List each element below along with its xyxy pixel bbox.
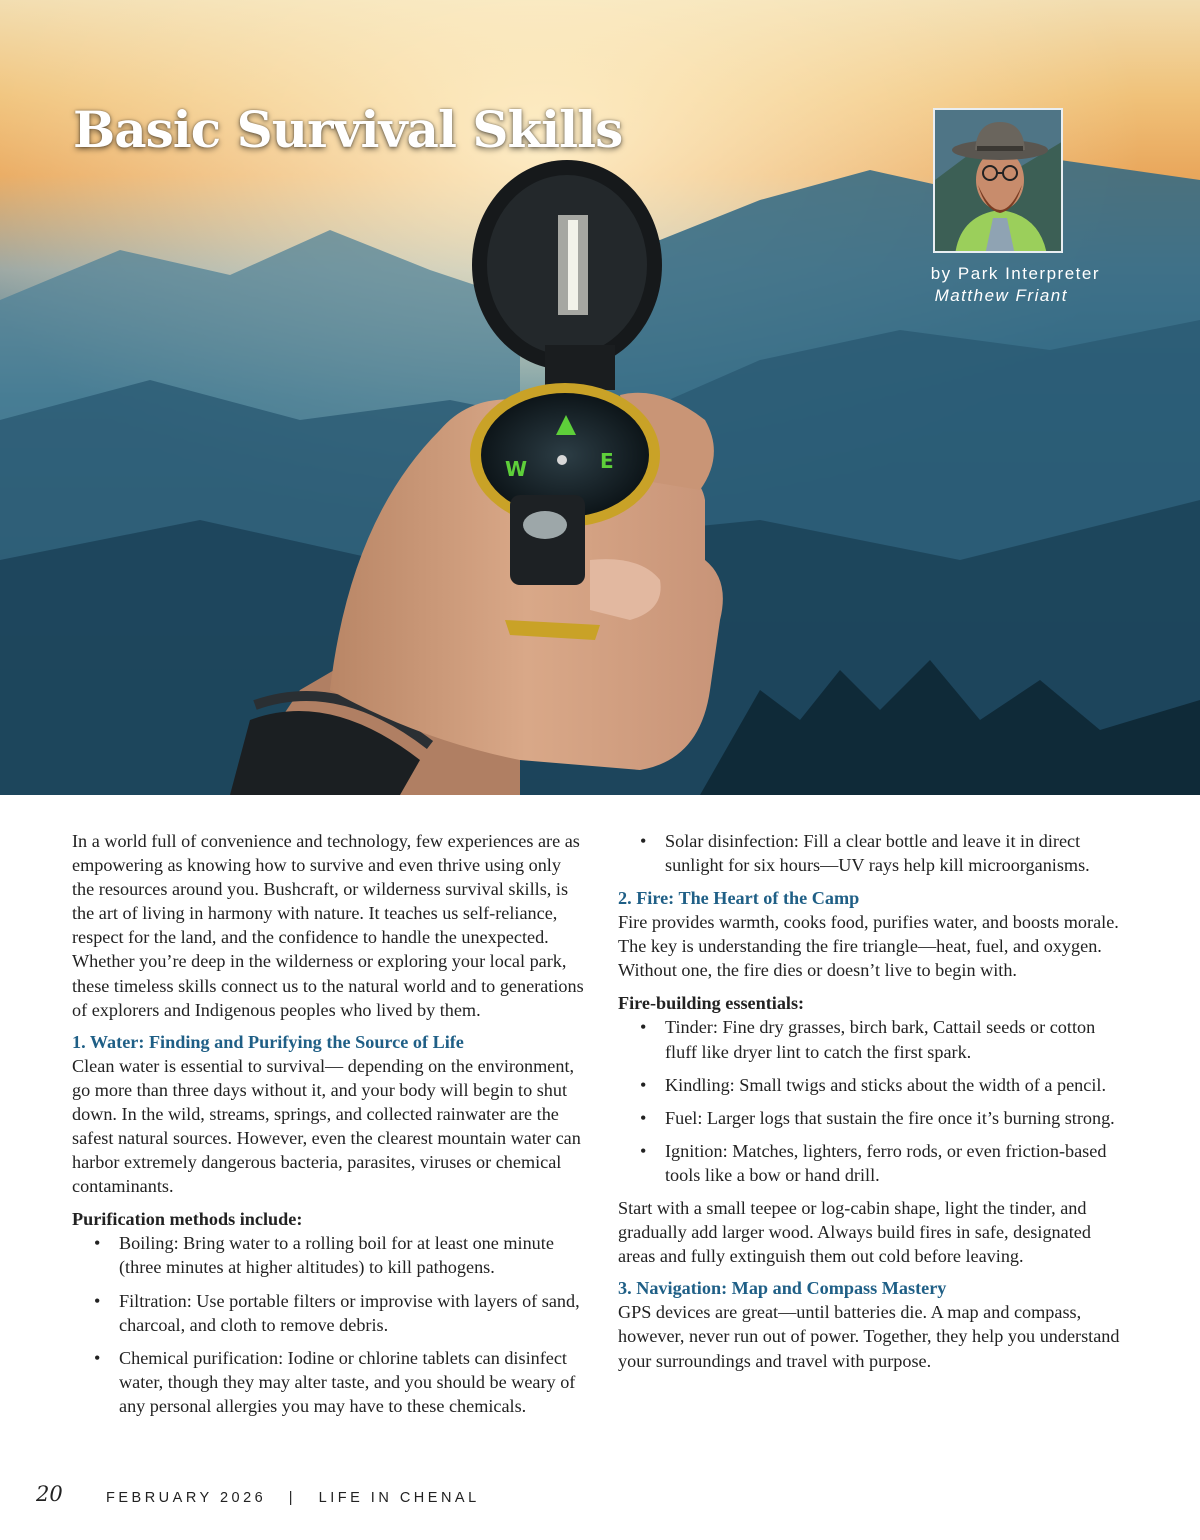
article-column-right: [618, 829, 1128, 1373]
article-title: Basic Survival Skills: [73, 100, 623, 159]
purification-list-continued: [618, 829, 1128, 877]
page-footer: [0, 1482, 1200, 1512]
list-item: • Tinder: Fine dry grasses, birch bark, Cattail seeds or cotton fluff like dryer lint to catch the first spark.: [618, 1015, 1128, 1063]
list-item: • Fuel: Larger logs that sustain the fire once it’s burning strong.: [618, 1106, 1128, 1130]
list-item: • Boiling: Bring water to a rolling boil for at least one minute (three minutes at higher altitudes) to kill pathogens.: [72, 1231, 586, 1279]
article-column-left: [72, 829, 586, 1427]
list-item: • Kindling: Small twigs and sticks about the width of a pencil.: [618, 1073, 1128, 1097]
fire-paragraph: Fire provides warmth, cooks food, purifies water, and boosts morale. The key is understanding the fire triangle—heat, fuel, and oxygen. Without one, the fire dies or doesn’t live to begin with.: [618, 912, 1119, 981]
svg-text:E: E: [600, 449, 614, 473]
water-paragraph: Clean water is essential to survival— depending on the environment, go more than three days without it, and your body will begin to shut down. In the wild, streams, springs, and collected rainwater are the safest natural sources. However, even the clearest mountain water can harbor extremely dangerous bacteria, parasites, viruses or chemical contaminants.: [72, 1055, 581, 1197]
author-portrait: [933, 108, 1063, 253]
issue-info: FEBRUARY 2026 | LIFE IN CHENAL: [106, 1490, 480, 1506]
byline-label: by Park Interpreter: [930, 264, 1100, 283]
fire-essentials-list: [618, 1015, 1128, 1187]
purification-list: [72, 1231, 586, 1418]
byline: [860, 263, 1100, 307]
intro-paragraph: In a world full of convenience and technology, few experiences are as empowering as knowing how to survive and even thrive using only the resources around you. Bushcraft, or wilderness survival skills, is the art of living in harmony with nature. It teaches us self-reliance, respect for the land, and the confidence to handle the unexpected. Whether you’re deep in the wilderness or exploring your local park, these timeless skills connect us to the natural world and to generations of explorers and Indigenous peoples who lived by them.: [72, 831, 584, 1020]
list-item: • Filtration: Use portable filters or improvise with layers of sand, charcoal, and cloth to remove debris.: [72, 1289, 586, 1337]
purification-heading: Purification methods include:: [72, 1209, 303, 1230]
section-heading-navigation: 3. Navigation: Map and Compass Mastery: [618, 1278, 947, 1299]
list-item: • Solar disinfection: Fill a clear bottle and leave it in direct sunlight for six hours—UV rays help kill microorganisms.: [618, 829, 1128, 877]
list-item: • Chemical purification: Iodine or chlorine tablets can disinfect water, though they may alter taste, and you should be weary of any personal allergies you may have to these chemicals.: [72, 1346, 586, 1418]
list-item: • Ignition: Matches, lighters, ferro rods, or even friction-based tools like a bow or hand drill.: [618, 1139, 1128, 1187]
page-number: 20: [36, 1482, 63, 1506]
section-heading-water: 1. Water: Finding and Purifying the Source of Life: [72, 1031, 464, 1052]
author-name: Matthew Friant: [934, 286, 1068, 305]
navigation-paragraph: GPS devices are great—until batteries die. A map and compass, however, never run out of power. Together, they help you understand your surroundings and travel with purpose.: [618, 1302, 1120, 1371]
fire-essentials-heading: Fire-building essentials:: [618, 993, 805, 1014]
section-heading-fire: 2. Fire: The Heart of the Camp: [618, 888, 860, 909]
fire-closing-paragraph: Start with a small teepee or log-cabin shape, light the tinder, and gradually add larger wood. Always build fires in safe, designated areas and fully extinguish them out cold before leaving.: [618, 1198, 1091, 1267]
svg-text:W: W: [505, 457, 528, 481]
